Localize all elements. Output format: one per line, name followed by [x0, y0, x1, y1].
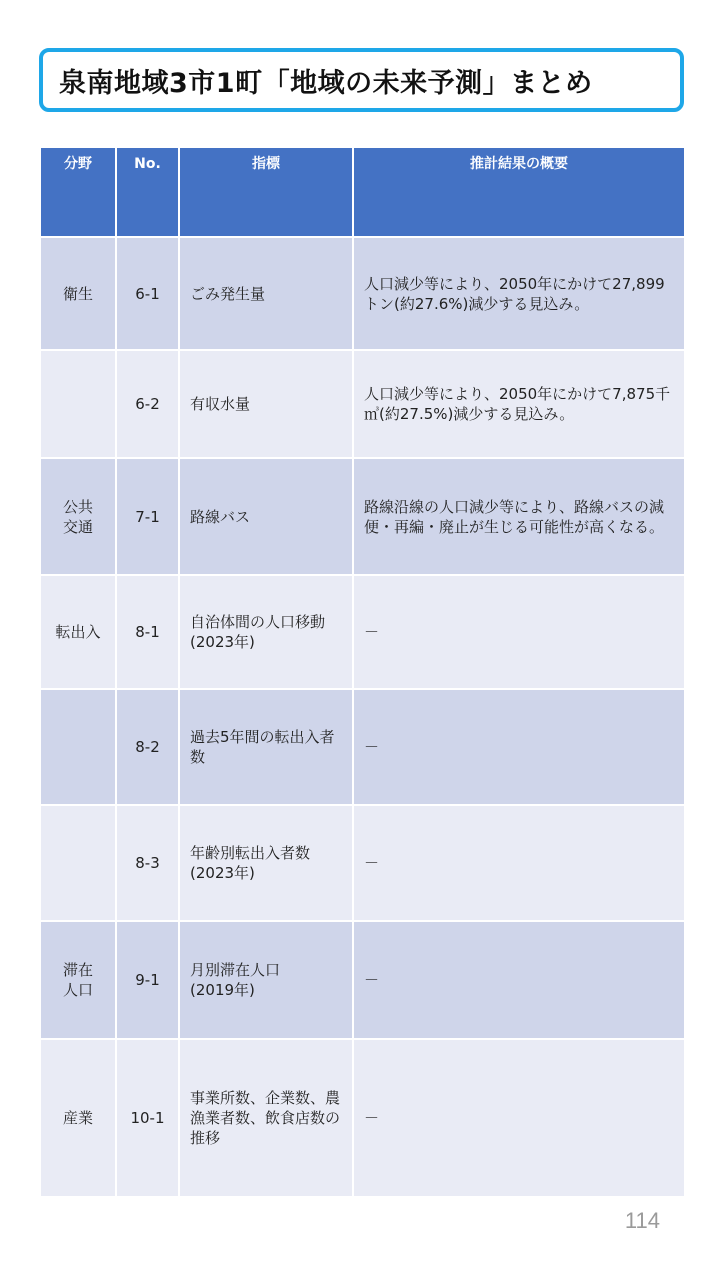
row-category: 転出入 — [40, 575, 116, 689]
row-no: 9-1 — [116, 921, 179, 1039]
row-indicator: 年齢別転出入者数 (2023年) — [179, 805, 353, 921]
table-row — [40, 689, 685, 805]
row-indicator: ごみ発生量 — [179, 237, 353, 350]
header-no: No. — [116, 147, 179, 237]
row-indicator: 事業所数、企業数、農漁業者数、飲食店数の推移 — [179, 1039, 353, 1197]
page-title: 泉南地域3市1町「地域の未来予測」まとめ — [59, 67, 593, 99]
row-result: 人口減少等により、2050年にかけて27,899トン(約27.6%)減少する見込み。 — [353, 237, 685, 350]
table-row — [40, 1039, 685, 1197]
row-result: － — [353, 1039, 685, 1197]
row-no: 8-1 — [116, 575, 179, 689]
table-row — [40, 921, 685, 1039]
table-row — [40, 458, 685, 575]
row-category: 産業 — [40, 1039, 116, 1197]
row-category: 公共 交通 — [40, 458, 116, 575]
row-result: － — [353, 689, 685, 805]
row-category-text: 衛生 — [62, 284, 93, 303]
row-indicator: 月別滞在人口 (2019年) — [179, 921, 353, 1039]
row-category — [40, 350, 116, 458]
row-result: 路線沿線の人口減少等により、路線バスの減便・再編・廃止が生じる可能性が高くなる。 — [353, 458, 685, 575]
row-no: 10-1 — [116, 1039, 179, 1197]
row-result: － — [353, 805, 685, 921]
row-no: 8-3 — [116, 805, 179, 921]
row-indicator: 有収水量 — [179, 350, 353, 458]
row-no: 6-1 — [116, 237, 179, 350]
row-category: 滞在 人口 — [40, 921, 116, 1039]
table-header-row — [40, 147, 685, 237]
row-indicator: 過去5年間の転出入者数 — [179, 689, 353, 805]
title-box — [39, 48, 684, 112]
header-indicator: 指標 — [179, 147, 353, 237]
table-row — [40, 805, 685, 921]
row-result: 人口減少等により、2050年にかけて7,875千㎥(約27.5%)減少する見込み。 — [353, 350, 685, 458]
row-indicator: 路線バス — [179, 458, 353, 575]
table-row — [40, 237, 685, 350]
row-indicator: 自治体間の人口移動 (2023年) — [179, 575, 353, 689]
row-category — [40, 689, 116, 805]
row-result: － — [353, 921, 685, 1039]
table-row — [40, 350, 685, 458]
row-no: 8-2 — [116, 689, 179, 805]
row-category — [40, 237, 116, 350]
row-no: 6-2 — [116, 350, 179, 458]
row-no: 7-1 — [116, 458, 179, 575]
page-number: 114 — [624, 1208, 660, 1233]
table-row — [40, 575, 685, 689]
summary-table — [39, 146, 686, 1198]
row-category — [40, 805, 116, 921]
header-category: 分野 — [40, 147, 116, 237]
header-result: 推計結果の概要 — [353, 147, 685, 237]
row-result: － — [353, 575, 685, 689]
